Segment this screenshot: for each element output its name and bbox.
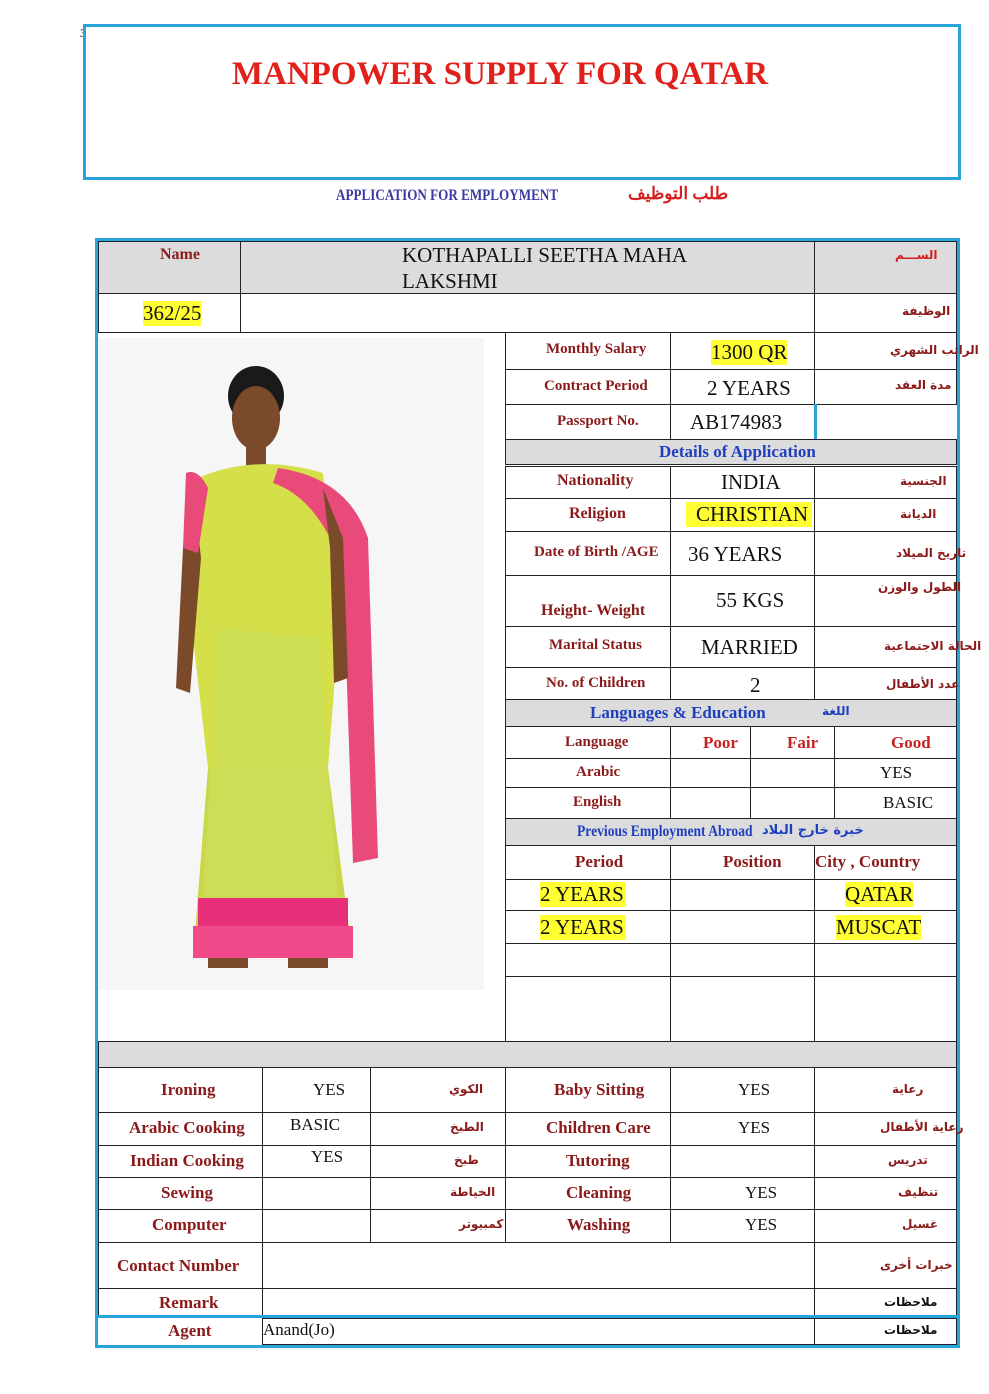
contact-value-cell xyxy=(262,1242,815,1289)
skill-indian-cooking-value: YES xyxy=(311,1147,344,1166)
header-box xyxy=(83,24,961,180)
emp-row-2-position-cell xyxy=(670,910,815,944)
applicant-photo-figure xyxy=(98,338,484,990)
language-arabic-level: YES xyxy=(880,763,913,782)
reference-arabic: الوظيفة xyxy=(902,304,951,318)
agent-value-cell xyxy=(262,1318,815,1345)
nationality-arabic: الجنسية xyxy=(900,474,947,488)
skill-computer-arabic: كمبيوتر xyxy=(459,1217,504,1231)
salary-value: 1300 QR xyxy=(711,340,788,364)
lang-row-1-poor xyxy=(670,758,751,788)
skill-row-3-ar-cell xyxy=(370,1145,506,1178)
skill-cleaning-arabic: تنظيف xyxy=(898,1185,939,1199)
agent-label: Agent xyxy=(168,1321,212,1340)
emp-row-2-city: MUSCAT xyxy=(836,915,922,939)
emp-row-4-period-cell xyxy=(505,976,671,1042)
lang-row-2-fair xyxy=(750,787,835,819)
skill-children-care-value: YES xyxy=(738,1118,771,1137)
position-column-header: Position xyxy=(723,852,782,871)
skill-indian-cooking-label: Indian Cooking xyxy=(130,1151,244,1170)
prev-employment-heading: Previous Employment Abroad xyxy=(577,823,753,840)
skill-ironing-arabic: الكوي xyxy=(449,1082,484,1096)
contract-period-arabic: مدة العقد xyxy=(895,378,952,392)
skill-row-5-value-cell xyxy=(262,1209,371,1243)
skill-row-1-ar-cell xyxy=(370,1067,506,1113)
ref-empty-cell xyxy=(240,293,815,333)
contract-period-value: 2 YEARS xyxy=(707,376,791,400)
skill-arabic-cooking-value: BASIC xyxy=(290,1115,341,1134)
skill-arabic-cooking-label: Arabic Cooking xyxy=(129,1118,245,1137)
religion-value: CHRISTIAN xyxy=(686,502,812,527)
fair-column-header: Fair xyxy=(787,733,819,752)
dob-arabic: تاريخ الميلاد xyxy=(896,546,967,560)
children-arabic: عدد الأطفال xyxy=(886,677,960,691)
application-title-arabic: طلب التوظيف xyxy=(628,184,729,203)
emp-row-3-period-cell xyxy=(505,943,671,977)
height-weight-arabic: الطول والوزن xyxy=(878,580,962,594)
emp-row-3-city-cell xyxy=(814,943,957,977)
city-column-header: City , Country xyxy=(815,852,921,871)
agent-arabic: ملاحظات xyxy=(884,1323,938,1337)
agent-value: Anand(Jo) xyxy=(263,1320,335,1339)
language-arabic: Arabic xyxy=(576,764,621,780)
emp-row-3-position-cell xyxy=(670,943,815,977)
dob-value: 36 YEARS xyxy=(688,542,783,566)
good-column-header: Good xyxy=(891,733,931,752)
skill-washing-label: Washing xyxy=(567,1215,631,1234)
passport-divider xyxy=(814,404,817,440)
skill-baby-sitting-label: Baby Sitting xyxy=(554,1080,645,1099)
skill-indian-cooking-arabic: طبخ xyxy=(454,1153,479,1167)
religion-label: Religion xyxy=(569,505,626,522)
religion-arabic: الديانة xyxy=(900,507,937,521)
emp-row-1-city: QATAR xyxy=(845,882,914,906)
height-weight-label: Height- Weight xyxy=(541,602,646,619)
details-heading: Details of Application xyxy=(659,442,816,461)
skill-ironing-value: YES xyxy=(313,1080,346,1099)
remark-arabic: ملاحظات xyxy=(884,1295,938,1309)
languages-heading: Languages & Education xyxy=(590,703,766,722)
skill-tutoring-arabic: تدريس xyxy=(888,1153,928,1167)
reference-number: 362/25 xyxy=(143,301,202,325)
period-column-header: Period xyxy=(575,852,624,871)
skill-children-care-arabic: رعاية الأطفال xyxy=(880,1120,964,1134)
contact-arabic: خبرات أخرى xyxy=(880,1258,953,1272)
marital-arabic: الحالة الاجتماعية xyxy=(884,639,982,653)
skill-computer-label: Computer xyxy=(152,1215,227,1234)
language-column-header: Language xyxy=(565,734,629,750)
poor-column-header: Poor xyxy=(703,733,738,752)
skill-row-4-value-cell xyxy=(262,1177,371,1210)
skill-arabic-cooking-arabic: الطبخ xyxy=(450,1120,484,1134)
emp-row-4-city-cell xyxy=(814,976,957,1042)
name-value-line2: LAKSHMI xyxy=(402,269,498,293)
lang-row-1-fair xyxy=(750,758,835,788)
skill-row-5-value2-cell xyxy=(670,1209,815,1243)
religion-value-clip xyxy=(686,502,814,528)
skill-washing-arabic: غسيل xyxy=(902,1217,939,1231)
page-title: MANPOWER SUPPLY FOR QATAR xyxy=(231,56,769,92)
emp-row-2-period: 2 YEARS xyxy=(540,915,624,939)
passport-label: Passport No. xyxy=(557,413,639,429)
passport-value: AB174983 xyxy=(690,410,783,434)
skills-separator xyxy=(98,1041,957,1068)
lang-row-2-poor xyxy=(670,787,751,819)
application-title: APPLICATION FOR EMPLOYMENT xyxy=(336,187,559,204)
marital-label: Marital Status xyxy=(549,637,642,653)
remark-label: Remark xyxy=(159,1293,219,1312)
nationality-value: INDIA xyxy=(721,470,781,494)
prev-employment-heading-arabic: خبرة خارج البلاد xyxy=(762,823,864,838)
skill-row-3-value2-cell xyxy=(670,1145,815,1178)
contact-number-label: Contact Number xyxy=(117,1256,240,1275)
applicant-photo xyxy=(98,338,484,990)
language-english: English xyxy=(573,794,622,810)
emp-row-1-position-cell xyxy=(670,879,815,911)
skill-baby-sitting-arabic: رعاية xyxy=(892,1082,924,1096)
children-value-cell xyxy=(670,667,815,700)
skill-row-3-ar2-cell xyxy=(814,1145,957,1178)
children-label: No. of Children xyxy=(546,675,646,691)
skill-cleaning-value: YES xyxy=(745,1183,778,1202)
skill-cleaning-label: Cleaning xyxy=(566,1183,632,1202)
height-weight-value: 55 KGS xyxy=(716,588,785,612)
language-english-level: BASIC xyxy=(883,793,934,812)
remark-value-cell xyxy=(262,1288,815,1316)
name-arabic: الســـم xyxy=(895,248,938,262)
skill-row-4-value2-cell xyxy=(670,1177,815,1210)
salary-label: Monthly Salary xyxy=(546,341,647,357)
marital-value: MARRIED xyxy=(701,635,798,659)
emp-row-1-period: 2 YEARS xyxy=(540,882,624,906)
emp-row-4-position-cell xyxy=(670,976,815,1042)
name-value-line1: KOTHAPALLI SEETHA MAHA xyxy=(402,243,688,267)
languages-heading-arabic: اللغة xyxy=(822,704,850,718)
dob-label: Date of Birth /AGE xyxy=(534,544,659,560)
skill-ironing-label: Ironing xyxy=(161,1080,216,1099)
name-label: Name xyxy=(160,246,200,263)
skill-sewing-arabic: الخياطة xyxy=(450,1185,496,1199)
page-number: 3 xyxy=(80,26,86,40)
skill-children-care-label: Children Care xyxy=(546,1118,651,1137)
children-value: 2 xyxy=(750,673,761,697)
nationality-label: Nationality xyxy=(557,472,634,489)
skill-sewing-label: Sewing xyxy=(161,1183,213,1202)
skill-row-1-ar2-cell xyxy=(814,1067,957,1113)
skill-washing-value: YES xyxy=(745,1215,778,1234)
skill-baby-sitting-value: YES xyxy=(738,1080,771,1099)
contract-period-label: Contract Period xyxy=(544,378,648,394)
skill-tutoring-label: Tutoring xyxy=(566,1151,630,1170)
salary-arabic: الراتب الشهري xyxy=(890,343,979,357)
skill-row-2-ar-cell xyxy=(370,1112,506,1146)
